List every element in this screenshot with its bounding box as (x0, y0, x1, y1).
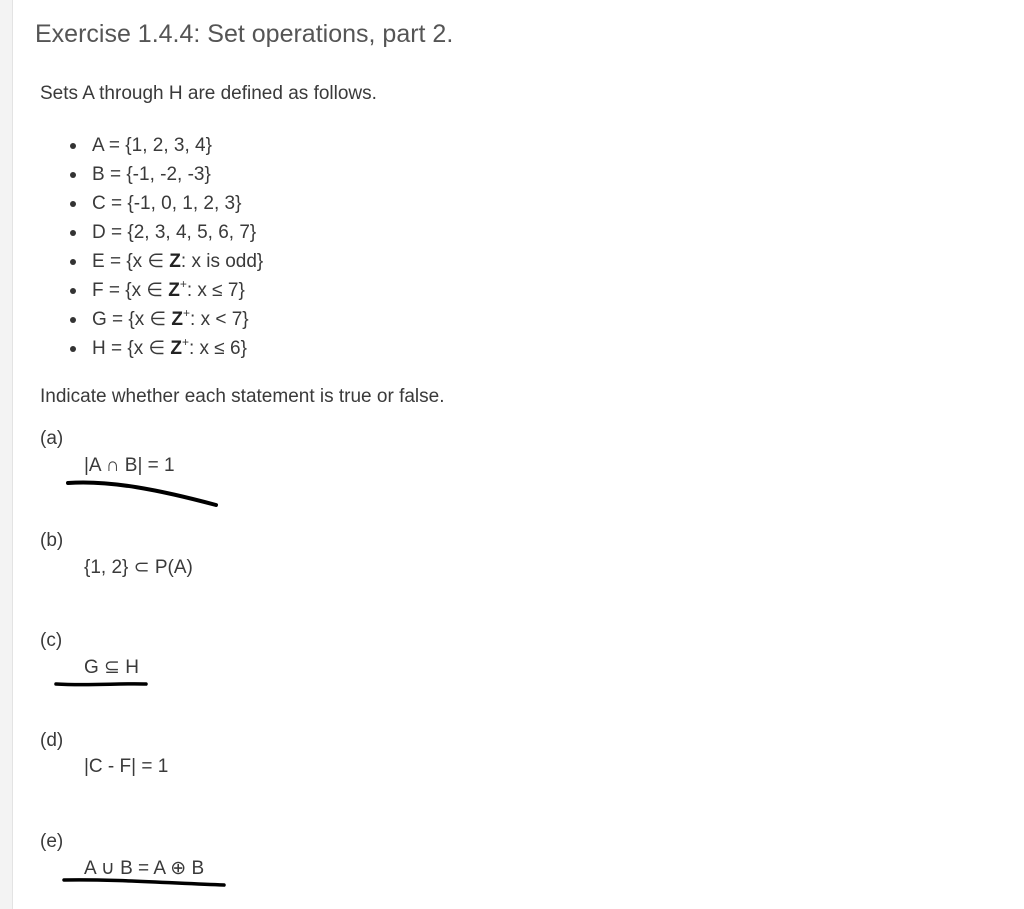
bullet-icon (70, 346, 76, 352)
integers-symbol: Z (171, 309, 183, 330)
statement-c: G ⊆ H (84, 657, 139, 678)
part-label-d: (d) (40, 730, 64, 751)
set-definition: A = {1, 2, 3, 4} (92, 135, 212, 156)
integers-symbol: Z (170, 338, 182, 359)
set-definition-suffix: : x ≤ 6} (188, 338, 247, 359)
set-item-e (68, 247, 263, 276)
part-label-b: (b) (40, 530, 64, 551)
set-item-d (68, 218, 263, 247)
intro-text: Sets A through H are defined as follows. (40, 83, 377, 104)
set-definition-suffix: : x ≤ 7} (186, 280, 245, 301)
statement-e: A ∪ B = A ⊕ B (84, 858, 205, 879)
part-label-e: (e) (40, 831, 64, 852)
set-item-a (68, 131, 263, 160)
set-definition-list (68, 131, 263, 363)
set-definition: D = {2, 3, 4, 5, 6, 7} (92, 222, 257, 243)
exercise-title: Exercise 1.4.4: Set operations, part 2. (35, 20, 454, 48)
positive-superscript: + (181, 334, 189, 349)
set-definition-prefix: E = {x ∈ (92, 251, 170, 272)
statement-b: {1, 2} ⊂ P(A) (84, 557, 193, 578)
bullet-icon (70, 230, 76, 236)
set-item-c (68, 189, 263, 218)
part-label-a: (a) (40, 428, 64, 449)
positive-superscript: + (183, 305, 191, 320)
set-definition-prefix: G = {x ∈ (92, 309, 172, 330)
bullet-icon (70, 143, 76, 149)
statement-a: |A ∩ B| = 1 (84, 455, 175, 476)
bullet-icon (70, 259, 76, 265)
set-definition-suffix: : x < 7} (190, 309, 249, 330)
part-label-c: (c) (40, 630, 63, 651)
set-item-b (68, 160, 263, 189)
underline-mark-a (68, 482, 216, 505)
bullet-icon (70, 201, 76, 207)
set-definition: C = {-1, 0, 1, 2, 3} (92, 193, 242, 214)
integers-symbol: Z (168, 280, 180, 301)
set-item-g (68, 305, 263, 334)
underline-mark-e (64, 880, 224, 885)
set-definition-prefix: F = {x ∈ (92, 280, 169, 301)
statement-d: |C - F| = 1 (84, 756, 169, 777)
instruction-text: Indicate whether each statement is true or false. (40, 386, 445, 407)
integers-symbol: Z (169, 251, 181, 272)
bullet-icon (70, 317, 76, 323)
underline-mark-c (56, 684, 146, 685)
set-definition-prefix: H = {x ∈ (92, 338, 171, 359)
set-definition-suffix: : x is odd} (180, 251, 264, 272)
set-item-h (68, 334, 263, 363)
positive-superscript: + (179, 276, 187, 291)
set-definition: B = {-1, -2, -3} (92, 164, 211, 185)
bullet-icon (70, 288, 76, 294)
bullet-icon (70, 172, 76, 178)
set-item-f (68, 276, 263, 305)
